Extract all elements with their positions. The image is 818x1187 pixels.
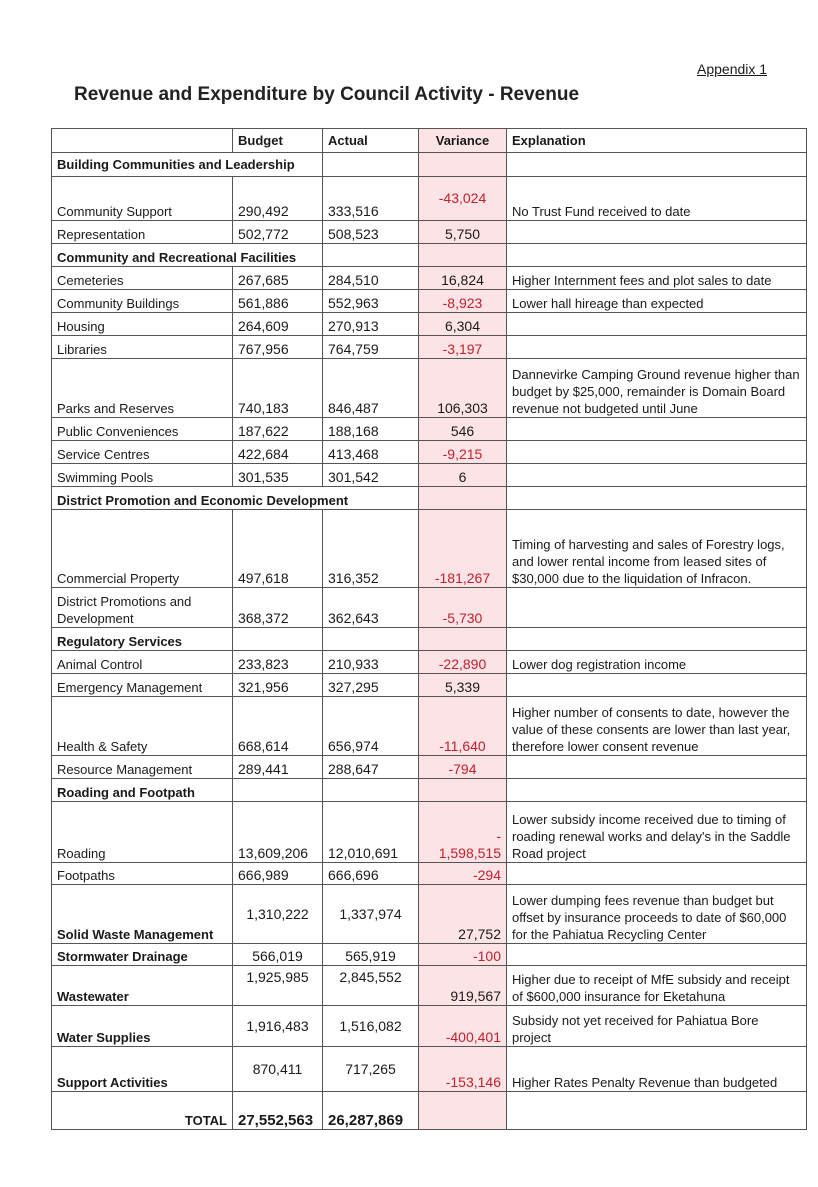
table-row: [52, 1047, 807, 1092]
row-actual: 2,845,552: [323, 966, 419, 1006]
row-name: Resource Management: [52, 756, 233, 779]
row-variance: 5,339: [419, 674, 507, 697]
total-budget: 27,552,563: [233, 1092, 323, 1130]
row-explanation: [507, 944, 807, 966]
row-name: Solid Waste Management: [52, 885, 233, 944]
row-explanation: [507, 418, 807, 441]
row-actual: 1,337,974: [323, 885, 419, 944]
table-row: [52, 885, 807, 944]
table-row: [52, 697, 807, 756]
row-budget: 1,925,985: [233, 966, 323, 1006]
row-name: District Promotions and Development: [52, 588, 233, 628]
row-budget: 497,618: [233, 510, 323, 588]
row-name: Emergency Management: [52, 674, 233, 697]
row-variance: 5,750: [419, 221, 507, 244]
header-actual: Actual: [323, 129, 419, 153]
row-explanation: Subsidy not yet received for Pahiatua Bore project: [507, 1006, 807, 1047]
row-explanation: Lower subsidy income received due to timing of roading renewal works and delay's in the Saddle Road project: [507, 802, 807, 863]
section-regulatory: Regulatory Services: [52, 628, 233, 651]
row-budget: 321,956: [233, 674, 323, 697]
row-actual: 764,759: [323, 336, 419, 359]
section-row: [52, 487, 807, 510]
row-name: Libraries: [52, 336, 233, 359]
row-actual: 188,168: [323, 418, 419, 441]
table-row: [52, 944, 807, 966]
row-name: Roading: [52, 802, 233, 863]
row-variance: -3,197: [419, 336, 507, 359]
row-variance: 6,304: [419, 313, 507, 336]
table-row: [52, 441, 807, 464]
row-explanation: [507, 441, 807, 464]
row-name: Commercial Property: [52, 510, 233, 588]
row-explanation: [507, 756, 807, 779]
row-variance: -153,146: [419, 1047, 507, 1092]
row-budget: 187,622: [233, 418, 323, 441]
row-budget: 264,609: [233, 313, 323, 336]
row-variance: -22,890: [419, 651, 507, 674]
table-row: [52, 221, 807, 244]
row-actual: 284,510: [323, 267, 419, 290]
appendix-label: Appendix 1: [697, 61, 768, 77]
row-budget: 301,535: [233, 464, 323, 487]
row-variance: -294: [419, 863, 507, 885]
table-row: [52, 651, 807, 674]
header-row: [52, 129, 807, 153]
table-row: [52, 1006, 807, 1047]
table-row: [52, 966, 807, 1006]
row-name: Parks and Reserves: [52, 359, 233, 418]
row-variance: -100: [419, 944, 507, 966]
table-row: [52, 510, 807, 588]
row-variance: -8,923: [419, 290, 507, 313]
row-actual: 508,523: [323, 221, 419, 244]
table-row: [52, 674, 807, 697]
row-actual: 210,933: [323, 651, 419, 674]
row-actual: 413,468: [323, 441, 419, 464]
row-variance: 106,303: [419, 359, 507, 418]
row-actual: 301,542: [323, 464, 419, 487]
row-budget: 666,989: [233, 863, 323, 885]
table-row: [52, 336, 807, 359]
section-row: [52, 244, 807, 267]
row-name: Housing: [52, 313, 233, 336]
row-variance: -5,730: [419, 588, 507, 628]
table-row: [52, 756, 807, 779]
row-name: Service Centres: [52, 441, 233, 464]
row-actual: 666,696: [323, 863, 419, 885]
row-explanation: Timing of harvesting and sales of Forestry logs, and lower rental income from leased sites of $30,000 due to the liquidation of Infracon.: [507, 510, 807, 588]
row-actual: 327,295: [323, 674, 419, 697]
section-community: Community and Recreational Facilities: [52, 244, 323, 267]
row-explanation: [507, 588, 807, 628]
table-row: [52, 588, 807, 628]
row-actual: 333,516: [323, 177, 419, 221]
row-name: Representation: [52, 221, 233, 244]
row-budget: 767,956: [233, 336, 323, 359]
table-row: [52, 418, 807, 441]
row-variance: 6: [419, 464, 507, 487]
row-variance: 919,567: [419, 966, 507, 1006]
row-variance: 16,824: [419, 267, 507, 290]
row-budget: 422,684: [233, 441, 323, 464]
header-budget: Budget: [233, 129, 323, 153]
row-budget: 290,492: [233, 177, 323, 221]
header-variance: Variance: [419, 129, 507, 153]
row-budget: 561,886: [233, 290, 323, 313]
table-row: [52, 313, 807, 336]
row-name: Support Activities: [52, 1047, 233, 1092]
row-explanation: Lower hall hireage than expected: [507, 290, 807, 313]
header-activity: [52, 129, 233, 153]
section-row: [52, 779, 807, 802]
row-name: Footpaths: [52, 863, 233, 885]
section-roading: Roading and Footpath: [52, 779, 233, 802]
row-budget: 233,823: [233, 651, 323, 674]
variance-dash: -: [496, 828, 501, 844]
row-variance: -11,640: [419, 697, 507, 756]
table-row: [52, 290, 807, 313]
row-actual: 270,913: [323, 313, 419, 336]
total-label: TOTAL: [52, 1092, 233, 1130]
row-name: Wastewater: [52, 966, 233, 1006]
row-actual: 316,352: [323, 510, 419, 588]
row-name: Animal Control: [52, 651, 233, 674]
row-actual: 717,265: [323, 1047, 419, 1092]
row-explanation: Higher Internment fees and plot sales to date: [507, 267, 807, 290]
row-explanation: Higher Rates Penalty Revenue than budgeted: [507, 1047, 807, 1092]
revenue-table: [51, 128, 807, 1130]
row-explanation: [507, 863, 807, 885]
row-budget: 502,772: [233, 221, 323, 244]
table-row: [52, 802, 807, 863]
section-row: [52, 153, 807, 177]
section-district: District Promotion and Economic Development: [52, 487, 419, 510]
row-actual: 12,010,691: [323, 802, 419, 863]
row-actual: 288,647: [323, 756, 419, 779]
row-explanation: Dannevirke Camping Ground revenue higher than budget by $25,000, remainder is Domain Board revenue not budgeted until June: [507, 359, 807, 418]
total-row: [52, 1092, 807, 1130]
row-name: Stormwater Drainage: [52, 944, 233, 966]
row-variance: 27,752: [419, 885, 507, 944]
row-budget: 1,310,222: [233, 885, 323, 944]
row-budget: 1,916,483: [233, 1006, 323, 1047]
total-actual: 26,287,869: [323, 1092, 419, 1130]
row-explanation: Higher number of consents to date, however the value of these consents are lower than last year, therefore lower consent revenue: [507, 697, 807, 756]
variance-value: 1,598,515: [438, 845, 501, 861]
row-actual: 565,919: [323, 944, 419, 966]
row-variance: 546: [419, 418, 507, 441]
row-budget: 267,685: [233, 267, 323, 290]
total-variance: [419, 1092, 507, 1130]
row-budget: 668,614: [233, 697, 323, 756]
row-variance: -181,267: [419, 510, 507, 588]
row-actual: 1,516,082: [323, 1006, 419, 1047]
row-explanation: [507, 336, 807, 359]
row-name: Public Conveniences: [52, 418, 233, 441]
row-actual: 362,643: [323, 588, 419, 628]
row-name: Health & Safety: [52, 697, 233, 756]
row-explanation: [507, 464, 807, 487]
row-explanation: [507, 674, 807, 697]
row-explanation: [507, 221, 807, 244]
row-budget: 566,019: [233, 944, 323, 966]
table-row: [52, 359, 807, 418]
row-budget: 368,372: [233, 588, 323, 628]
header-explanation: Explanation: [507, 129, 807, 153]
row-name: Cemeteries: [52, 267, 233, 290]
row-name: Community Support: [52, 177, 233, 221]
row-name: Swimming Pools: [52, 464, 233, 487]
row-explanation: Lower dog registration income: [507, 651, 807, 674]
row-explanation: No Trust Fund received to date: [507, 177, 807, 221]
row-budget: 740,183: [233, 359, 323, 418]
table-row: [52, 177, 807, 221]
page-title: Revenue and Expenditure by Council Activity - Revenue: [74, 84, 580, 105]
table-row: [52, 863, 807, 885]
row-variance: -400,401: [419, 1006, 507, 1047]
total-explanation: [507, 1092, 807, 1130]
row-variance: -43,024: [419, 177, 507, 221]
row-variance: -9,215: [419, 441, 507, 464]
row-explanation: Higher due to receipt of MfE subsidy and receipt of $600,000 insurance for Eketahuna: [507, 966, 807, 1006]
row-budget: 289,441: [233, 756, 323, 779]
row-variance: -794: [419, 756, 507, 779]
section-building: Building Communities and Leadership: [52, 153, 323, 177]
row-actual: 656,974: [323, 697, 419, 756]
row-explanation: [507, 313, 807, 336]
row-name: Water Supplies: [52, 1006, 233, 1047]
table-row: [52, 464, 807, 487]
row-variance: [419, 802, 507, 863]
row-budget: 870,411: [233, 1047, 323, 1092]
row-actual: 846,487: [323, 359, 419, 418]
section-row: [52, 628, 807, 651]
row-actual: 552,963: [323, 290, 419, 313]
row-name: Community Buildings: [52, 290, 233, 313]
row-explanation: Lower dumping fees revenue than budget but offset by insurance proceeds to date of $60,000 for the Pahiatua Recycling Center: [507, 885, 807, 944]
row-budget: 13,609,206: [233, 802, 323, 863]
table-row: [52, 267, 807, 290]
